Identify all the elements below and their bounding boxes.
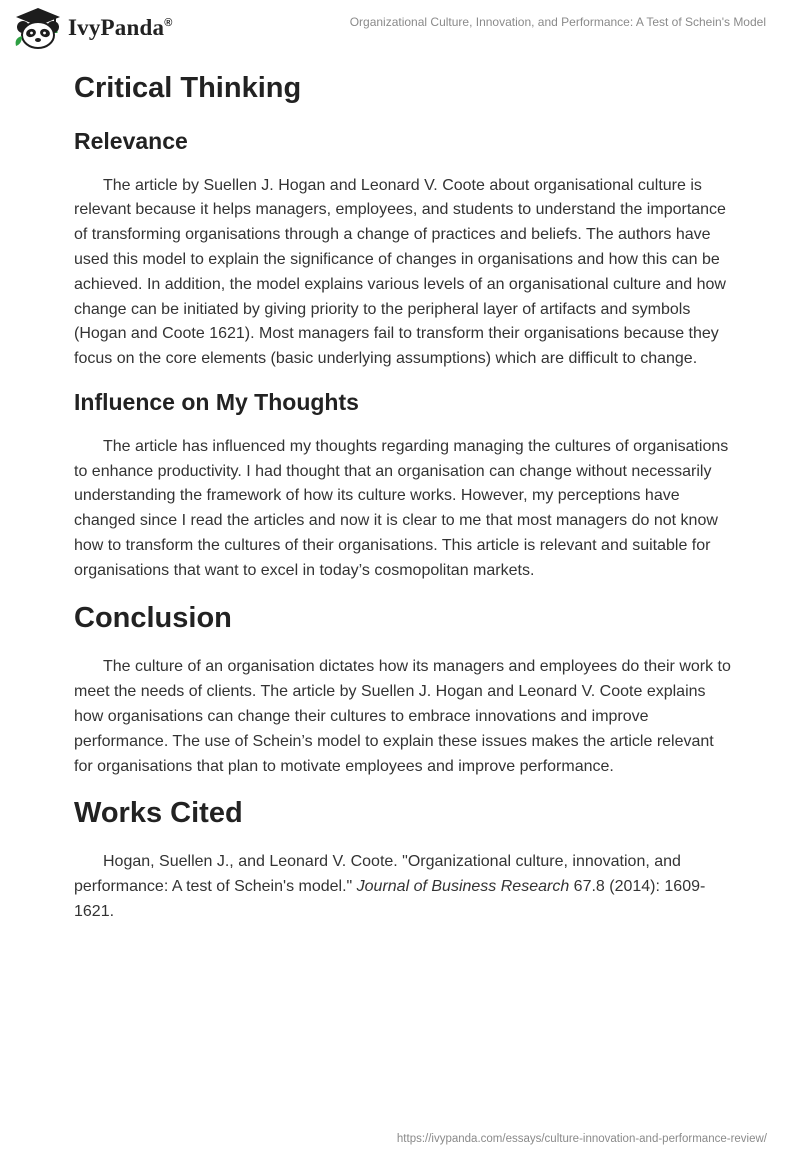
footer-source-url[interactable]: https://ivypanda.com/essays/culture-innovation-and-performance-review/: [396, 1133, 767, 1145]
paragraph-relevance: The article by Suellen J. Hogan and Leonard V. Coote about organisational culture is relevant because it helps managers, employees, and students to understand the importance of transforming organisations through a change of practices and beliefs. The authors have used this model to explain the significance of changes in organisations and how this can be achieved. In addition, the model explains various levels of an organisational culture and how change can be initiated by giving priority to the peripheral layer of artifacts and symbols (Hogan and Coote 1621). Most managers fail to transform their organisations because they focus on the core elements (basic underlying assumptions) which are difficult to change.: [74, 176, 726, 368]
paragraph-influence: The article has influenced my thoughts regarding managing the cultures of organisations to enhance productivity. I had thought that an organisation can change without necessarily understanding the framework of how its culture works. However, my perceptions have changed since I read the articles and now it is clear to me that most managers do not know how to transform the cultures of their organisations. This article is relevant and suitable for organisations that want to excel in today’s cosmopolitan markets.: [74, 437, 729, 579]
heading-relevance: Relevance: [74, 127, 188, 154]
ivypanda-logo[interactable]: [12, 6, 173, 50]
registered-mark: ®: [164, 17, 173, 29]
panda-graduation-icon: [12, 6, 64, 50]
page-header: [0, 0, 800, 56]
citation-journal: Journal of Business Research: [356, 877, 570, 895]
heading-conclusion: Conclusion: [74, 601, 232, 634]
logo-wordmark: [68, 15, 173, 41]
citation-volume-pages: 67.8 (2014): 1609-1621.: [74, 877, 706, 920]
paragraph-conclusion: The culture of an organisation dictates how its managers and employees do their work to meet the needs of clients. The article by Suellen J. Hogan and Leonard V. Coote explains how organisations can change their cultures to embrace innovations and improve performance. The use of Schein’s model to explain these issues makes the article relevant for organisations that plan to motivate employees and improve performance.: [74, 658, 731, 775]
citation-entry: [74, 850, 734, 924]
heading-works-cited: Works Cited: [74, 797, 243, 830]
heading-critical-thinking: Critical Thinking: [74, 72, 302, 104]
heading-influence: Influence on My Thoughts: [74, 388, 359, 415]
document-title: Organizational Culture, Innovation, and Performance: A Test of Schein's Model: [349, 15, 766, 29]
logo-wordmark-text: IvyPanda: [68, 15, 165, 40]
essay-body: [74, 70, 734, 924]
citation-authors-title: Hogan, Suellen J., and Leonard V. Coote. "Organizational culture, innovation, and performance: A test of Schein's model.": [74, 852, 681, 895]
